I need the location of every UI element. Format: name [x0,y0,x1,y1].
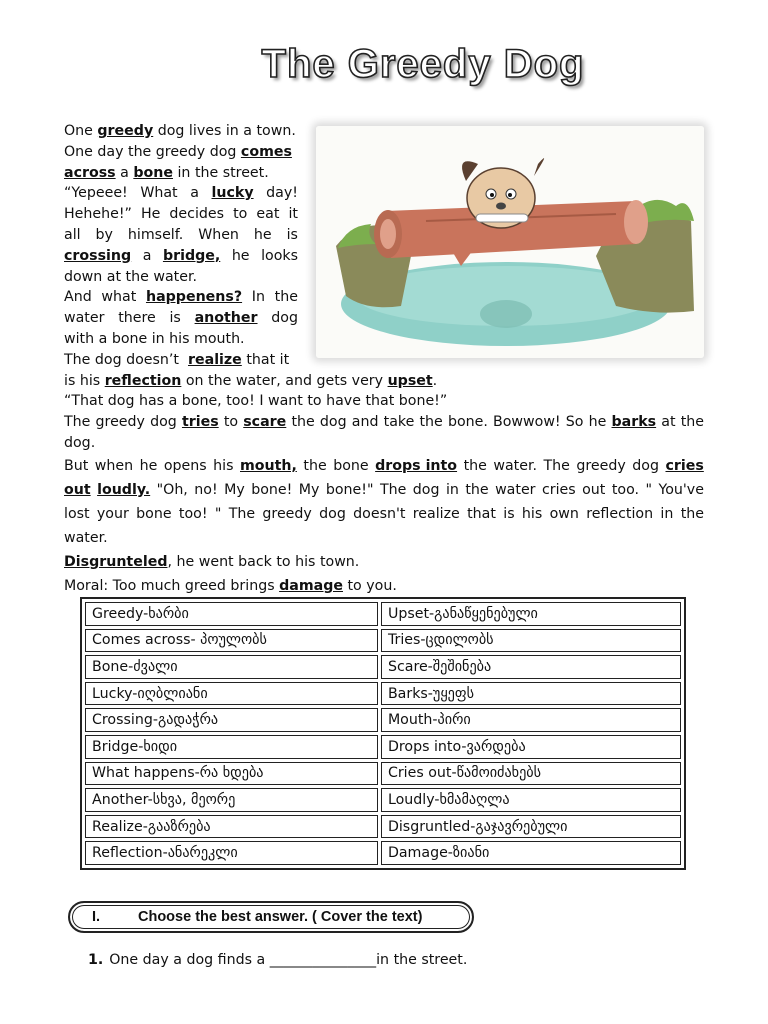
vocab-cell-right: Upset-განაწყენებული [381,602,681,626]
story-line: “That dog has a bone, too! I want to have that bone!” [64,393,448,410]
vocabulary-table-body [85,602,681,865]
vocab-cell-left: Comes across- პოულობს [85,629,378,653]
story-line: across a bone in the street. [64,164,269,181]
story-line: out loudly. "Oh, no! My bone! My bone!" The dog in the water cries out too. " You've [64,481,704,498]
story-line: One day the greedy dog comes [64,143,292,160]
table-row [85,682,681,706]
story-line: is his reflection on the water, and gets very upset. [64,372,438,389]
vocab-cell-left: Realize-გააზრება [85,815,378,839]
story-line: “Yepeee! What a lucky day! [64,185,298,202]
story-line: crossing a bridge, he looks [64,247,298,264]
story-line: dog. [64,434,96,451]
section-number: I. [92,909,101,925]
table-row [85,788,681,812]
story-line: The dog doesn’t realize that it [64,351,290,368]
vocab-cell-left: What happens-რა ხდება [85,762,378,786]
vocab-cell-right: Drops into-ვარდება [381,735,681,759]
section-label: Choose the best answer. ( Cover the text) [138,909,423,925]
story-line: One greedy dog lives in a town. [64,123,296,139]
vocab-cell-left: Greedy-ხარბი [85,602,378,626]
story-text [64,121,704,598]
vocab-cell-right: Barks-უყეფს [381,682,681,706]
question-number: 1. [88,952,104,968]
vocab-cell-left: Reflection-ანარეკლი [85,841,378,865]
table-row [85,841,681,865]
table-row [85,735,681,759]
story-line: water there is another dog [64,310,298,327]
moral-line: Moral: Too much greed brings damage to you. [64,577,397,594]
table-row [85,708,681,732]
story-line: And what happenens? In the [64,289,298,306]
story-line: But when he opens his mouth, the bone drops into the water. The greedy dog cries [64,457,704,474]
vocab-cell-left: Bone-ძვალი [85,655,378,679]
story-line: Disgrunteled, he went back to his town. [64,553,360,570]
question-text: One day a dog finds a _______________in the street. [109,952,468,968]
vocab-cell-right: Scare-შეშინება [381,655,681,679]
vocab-cell-right: Disgruntled-გაჯავრებული [381,815,681,839]
table-row [85,655,681,679]
question-1 [88,952,467,968]
story-line: all by himself. When he is [64,226,298,243]
story-line: water. [64,529,108,546]
table-row [85,815,681,839]
vocab-cell-left: Crossing-გადაჭრა [85,708,378,732]
story-line: The greedy dog tries to scare the dog and take the bone. Bowwow! So he barks at the [64,414,704,431]
table-row [85,629,681,653]
vocab-cell-left: Lucky-იღბლიანი [85,682,378,706]
vocab-cell-left: Bridge-ხიდი [85,735,378,759]
page-title: The Greedy Dog [261,42,585,86]
section-heading [68,901,474,933]
table-row [85,602,681,626]
vocab-cell-right: Loudly-ხმამაღლა [381,788,681,812]
vocab-cell-right: Mouth-პირი [381,708,681,732]
vocab-cell-right: Cries out-წამოიძახებს [381,762,681,786]
story-line: down at the water. [64,268,197,285]
vocab-cell-left: Another-სხვა, მეორე [85,788,378,812]
vocab-cell-right: Tries-ცდილობს [381,629,681,653]
story-line: lost your bone too! " The greedy dog doesn't realize that is his own reflection in the [64,505,704,522]
vocabulary-table [80,597,686,870]
story-line: with a bone in his mouth. [64,330,245,347]
vocab-cell-right: Damage-ზიანი [381,841,681,865]
story-line: Hehehe!” He decides to eat it [64,206,298,223]
table-row [85,762,681,786]
